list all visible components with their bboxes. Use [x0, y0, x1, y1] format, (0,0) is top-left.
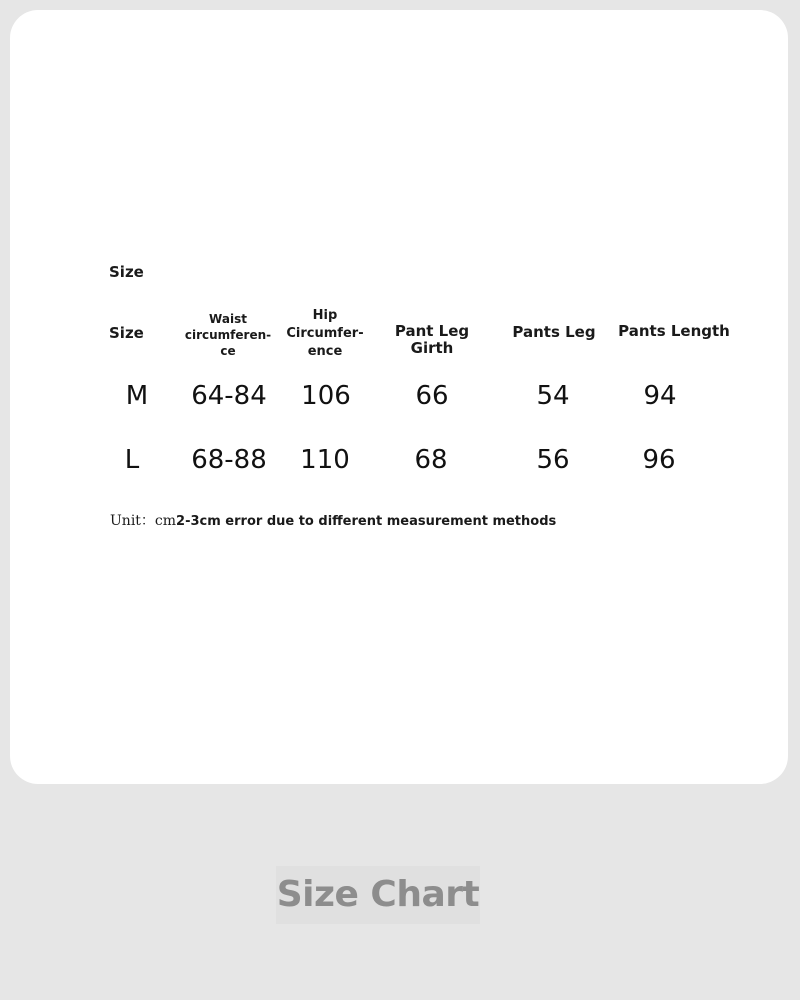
measurement-note	[110, 510, 556, 530]
row-m-pants-leg: 54	[536, 381, 570, 411]
footer-title: Size Chart	[276, 866, 480, 924]
row-m-hip: 106	[301, 381, 351, 411]
row-l-waist: 68-88	[191, 445, 267, 475]
header-pants-leg: Pants Leg	[512, 323, 596, 341]
header-waist: Waist circumferen- ce	[184, 312, 272, 358]
header-pant-leg-girth: Pant Leg Girth	[394, 322, 470, 357]
row-m-size: M	[125, 381, 149, 411]
row-m-pants-length: 94	[643, 381, 677, 411]
row-m-pant-leg-girth: 66	[415, 381, 449, 411]
unit-label: Unit：cm	[110, 513, 177, 529]
header-pants-length: Pants Length	[618, 322, 730, 340]
header-hip: Hip Circumfer- ence	[286, 308, 364, 359]
row-l-hip: 110	[300, 445, 350, 475]
table-caption: Size	[109, 263, 144, 281]
row-l-size: L	[124, 445, 140, 475]
row-l-pants-length: 96	[642, 445, 676, 475]
header-size: Size	[109, 324, 144, 342]
row-m-waist: 64-84	[191, 381, 267, 411]
row-l-pants-leg: 56	[536, 445, 570, 475]
size-table-card	[10, 10, 788, 784]
row-l-pant-leg-girth: 68	[414, 445, 448, 475]
error-note: 2-3cm error due to different measurement methods	[176, 514, 557, 529]
